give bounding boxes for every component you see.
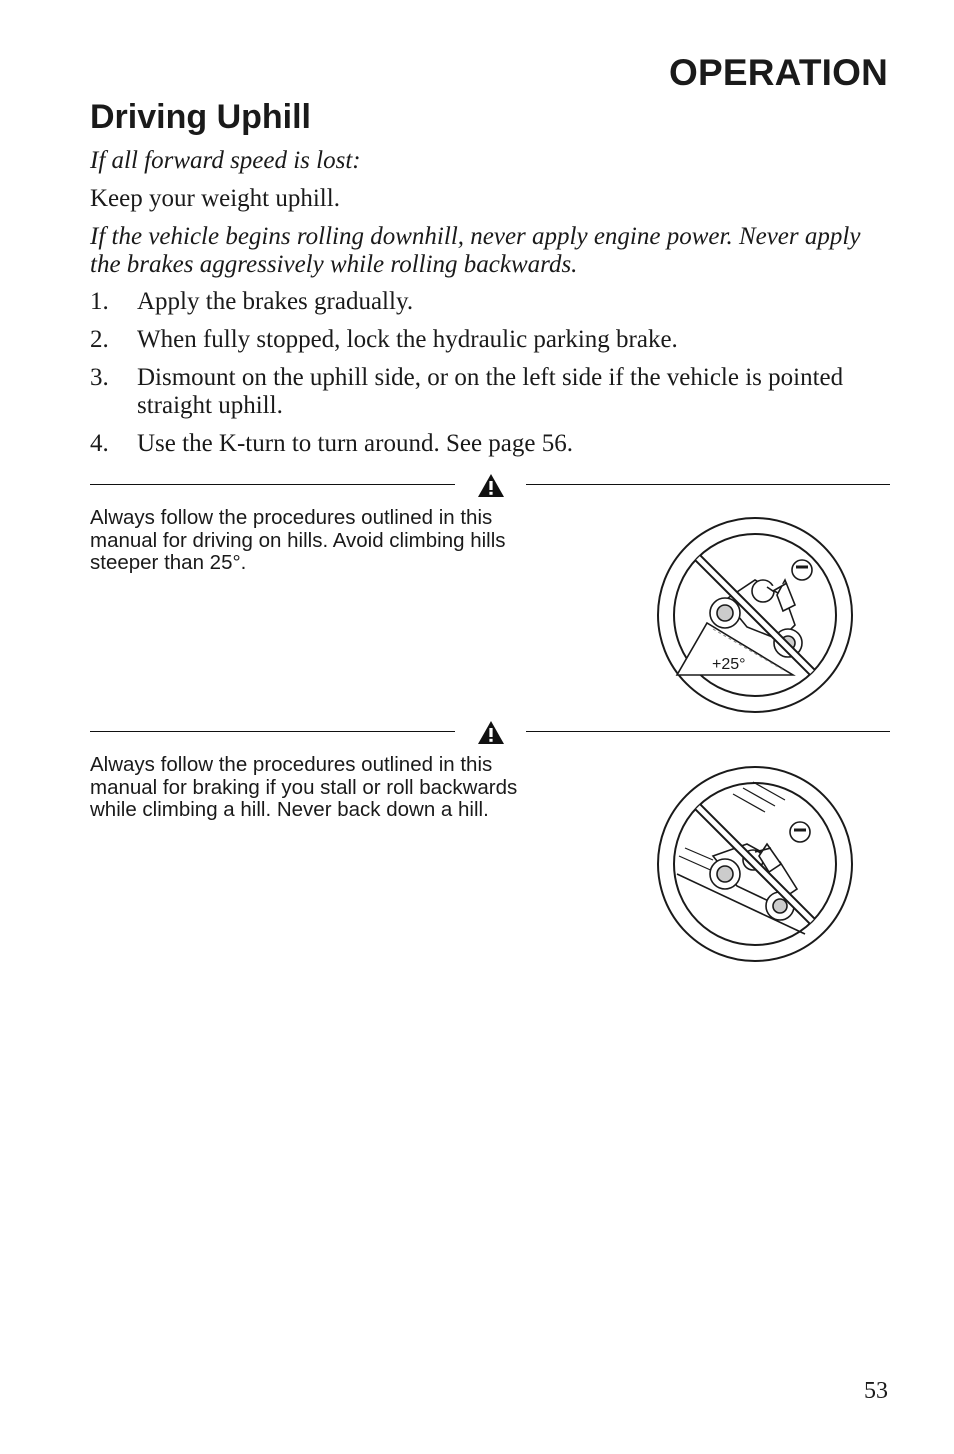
step-number: 3.: [90, 364, 109, 391]
section-header: OPERATION: [668, 52, 888, 93]
warning-text: Always follow the procedures outlined in this manual for braking if you stall or roll backwards while climbing a hill. Never back down a hill.: [90, 753, 518, 821]
page-title: Driving Uphill: [90, 98, 311, 136]
warning-divider-right: [526, 484, 890, 485]
warning-text: Always follow the procedures outlined in this manual for driving on hills. Avoid climbing hills steeper than 25°.: [90, 506, 506, 574]
step-text: Apply the brakes gradually.: [137, 288, 414, 315]
list-item: [90, 364, 890, 420]
list-item: [90, 288, 890, 316]
warning-divider-left: [90, 731, 455, 732]
list-item: [90, 430, 890, 458]
rolling-warning-paragraph: If the vehicle begins rolling downhill, never apply engine power. Never apply the brakes aggressively while rolling backwards.: [90, 223, 861, 278]
warning-triangle-icon: [477, 473, 505, 498]
step-number: 4.: [90, 430, 109, 457]
warning-triangle-icon: [477, 720, 505, 745]
step-number: 2.: [90, 326, 109, 353]
no-backing-down-hill-sign: [655, 764, 855, 964]
keep-weight-instruction: Keep your weight uphill.: [90, 185, 340, 212]
angle-label: +25°: [712, 656, 746, 673]
warning-divider-left: [90, 484, 455, 485]
list-item: [90, 326, 890, 354]
step-text: Dismount on the uphill side, or on the left side if the vehicle is pointed straight uphill.: [137, 364, 844, 419]
step-number: 1.: [90, 288, 109, 315]
warning-divider-right: [526, 731, 890, 732]
page-number: 53: [864, 1378, 888, 1404]
step-text: When fully stopped, lock the hydraulic parking brake.: [137, 326, 678, 353]
intro-italic: If all forward speed is lost:: [90, 147, 361, 174]
step-text: Use the K-turn to turn around. See page 56.: [137, 430, 573, 457]
no-steep-hill-climb-sign: [655, 515, 855, 715]
